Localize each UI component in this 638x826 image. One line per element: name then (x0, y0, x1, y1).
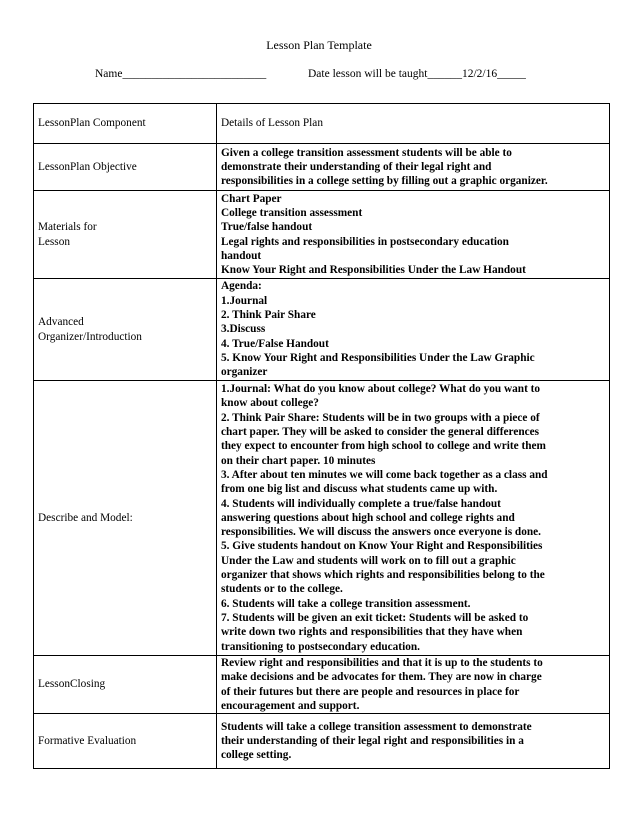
details-text: 5. Give students handout on Know Your Right and Responsibilities (221, 540, 543, 553)
details-text: 5. Know Your Right and Responsibilities Under the Law Graphic (221, 351, 535, 364)
details-cell (217, 104, 610, 144)
details-text: know about college? (221, 397, 319, 410)
details-text: 1.Journal (221, 294, 268, 307)
details-text: Details of Lesson Plan (221, 117, 323, 130)
component-cell (34, 191, 217, 279)
details-text: transitioning to postsecondary education. (221, 640, 420, 653)
details-text: write down two rights and responsibilities that they have when (221, 626, 523, 639)
details-text: Agenda: (221, 280, 262, 293)
details-text: make decisions and be advocates for them. They are now in charge (221, 671, 542, 684)
lesson-plan-table (33, 103, 610, 769)
component-cell (34, 279, 217, 381)
details-text: Know Your Right and Responsibilities Under the Law Handout (221, 264, 526, 277)
component-cell (34, 144, 217, 191)
details-text: 2. Think Pair Share: Students will be in two groups with a piece of (221, 411, 540, 424)
table-header-row (34, 104, 610, 144)
details-text: organizer (221, 366, 268, 379)
table-row (34, 144, 610, 191)
name-field-line: Name_________________________ (95, 68, 267, 80)
component-cell (34, 656, 217, 714)
details-text: 4. Students will individually complete a true/false handout (221, 497, 501, 510)
details-text: encouragement and support. (221, 699, 360, 712)
details-text: they expect to encounter from high school to college and write them (221, 440, 546, 453)
date-taught-line: Date lesson will be taught______12/2/16_____ (308, 68, 526, 80)
details-text: 4. True/False Handout (221, 337, 329, 350)
details-text: answering questions about high school and college rights and (221, 511, 515, 524)
table-row (34, 714, 610, 769)
table-row (34, 656, 610, 714)
details-text: Chart Paper (221, 192, 282, 205)
details-text: 7. Students will be given an exit ticket: Students will be asked to (221, 611, 529, 624)
component-text: Organizer/Introduction (38, 330, 142, 343)
details-text: college setting. (221, 749, 292, 762)
component-text: LessonClosing (38, 678, 106, 691)
component-text: Materials for (38, 221, 97, 234)
component-text: LessonPlan Objective (38, 160, 137, 173)
component-text: Lesson (38, 235, 71, 248)
details-text: Legal rights and responsibilities in postsecondary education (221, 235, 509, 248)
component-text: Describe and Model: (38, 511, 133, 524)
details-cell (217, 279, 610, 381)
component-cell (34, 381, 217, 656)
component-cell (34, 104, 217, 144)
details-text: 3. After about ten minutes we will come back together as a class and (221, 468, 548, 481)
component-text: Advanced (38, 316, 84, 329)
details-text: their understanding of their legal right and responsibilities in a (221, 735, 524, 748)
lesson-plan-table-body (34, 104, 610, 769)
details-text: 3.Discuss (221, 323, 266, 336)
details-text: College transition assessment (221, 206, 363, 219)
details-text: on their chart paper. 10 minutes (221, 454, 376, 467)
details-text: 1.Journal: What do you know about college? What do you want to (221, 383, 541, 396)
details-text: from one big list and discuss what students came up with. (221, 483, 498, 496)
details-text: responsibilities in a college setting by filling out a graphic organizer. (221, 175, 548, 188)
details-cell (217, 191, 610, 279)
component-text: LessonPlan Component (38, 117, 146, 130)
details-cell (217, 381, 610, 656)
details-text: 6. Students will take a college transition assessment. (221, 597, 471, 610)
details-cell (217, 714, 610, 769)
table-row (34, 381, 610, 656)
table-row (34, 191, 610, 279)
details-cell (217, 656, 610, 714)
details-text: handout (221, 249, 262, 262)
details-text: chart paper. They will be asked to consider the general differences (221, 426, 540, 439)
details-cell (217, 144, 610, 191)
details-text: Given a college transition assessment students will be able to (221, 146, 512, 159)
details-text: Review right and responsibilities and that it is up to the students to (221, 657, 543, 669)
details-text: True/false handout (221, 221, 313, 234)
component-cell (34, 714, 217, 769)
details-text: organizer that shows which rights and responsibilities belong to the (221, 569, 545, 582)
details-text: demonstrate their understanding of their legal right and (221, 160, 492, 173)
details-text: responsibilities. We will discuss the answers once everyone is done. (221, 526, 541, 539)
details-text: Under the Law and students will work on to fill out a graphic (221, 554, 516, 567)
page-title: Lesson Plan Template (266, 38, 372, 52)
component-text: Formative Evaluation (38, 735, 137, 748)
details-text: 2. Think Pair Share (221, 309, 316, 322)
details-text: of their futures but there are people and resources in place for (221, 685, 520, 698)
details-text: students or to the college. (221, 583, 343, 596)
details-text: Students will take a college transition assessment to demonstrate (221, 720, 532, 733)
table-row (34, 279, 610, 381)
